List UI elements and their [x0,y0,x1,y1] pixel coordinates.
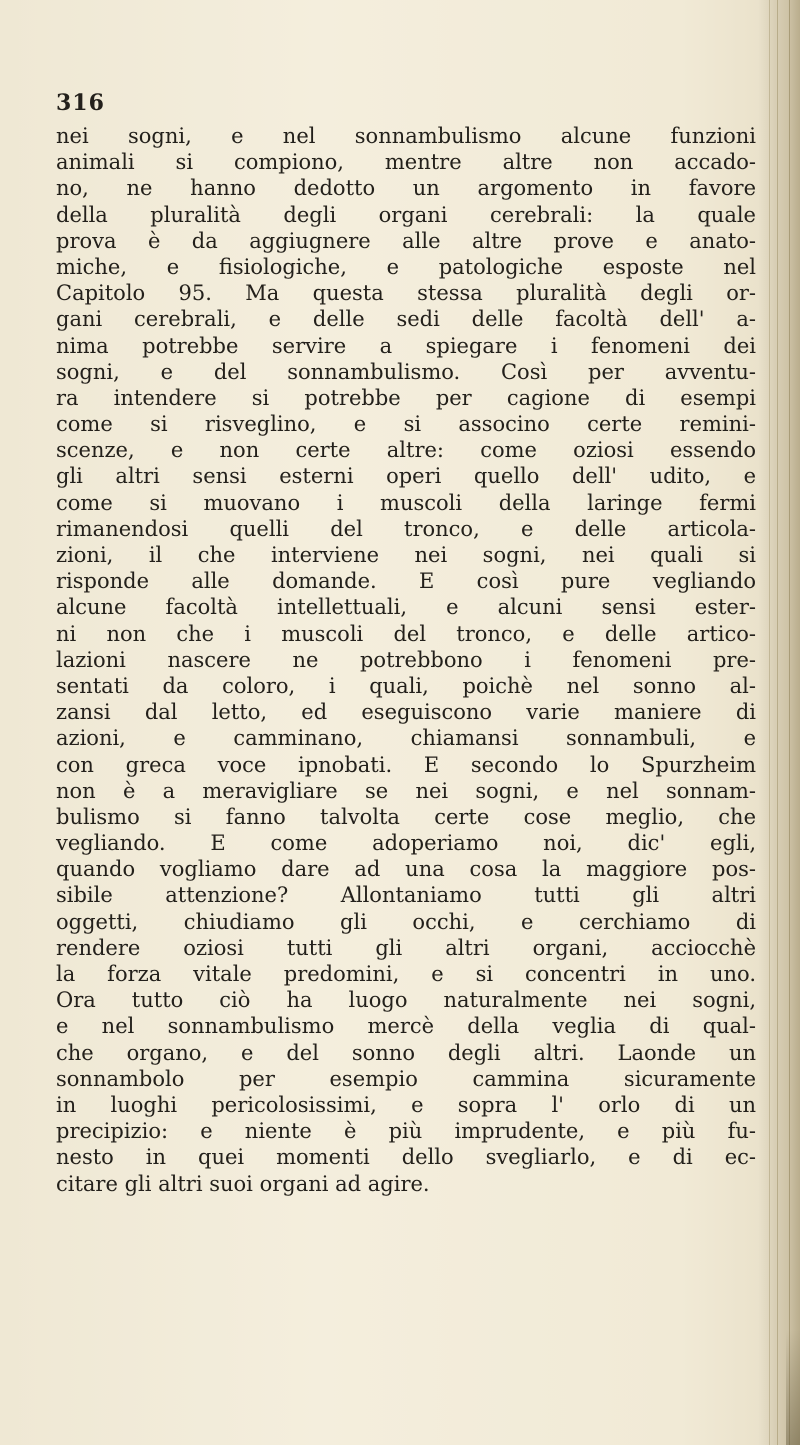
text-line: come si risveglino, e si associno certe remini- [56,412,756,437]
text-line: sentati da coloro, i quali, poichè nel sonno al- [56,673,756,698]
text-line: zansi dal letto, ed eseguiscono varie maniere di [56,700,756,725]
text-line: gli altri sensi esterni operi quello dell' udito, e [56,464,756,489]
text-line: rendere oziosi tutti gli altri organi, acciocchè [56,935,756,960]
text-line: oggetti, chiudiamo gli occhi, e cerchiamo di [56,909,756,934]
text-line: quando vogliamo dare ad una cosa la maggiore pos- [56,857,756,882]
page-edge-line [789,0,790,1445]
text-line: con greca voce ipnobati. E secondo lo Spurzheim [56,752,756,777]
text-line: sibile attenzione? Allontaniamo tutti gli altri [56,883,756,908]
page-edge-line [769,0,770,1445]
text-line: nei sogni, e nel sonnambulismo alcune funzioni [56,124,756,148]
text-line: gani cerebrali, e delle sedi delle facoltà dell' a- [56,307,756,332]
text-line: bulismo si fanno talvolta certe cose meglio, che [56,804,756,829]
text-line: risponde alle domande. E così pure vegliando [56,569,756,594]
text-line: ra intendere si potrebbe per cagione di esempi [56,385,756,410]
text-line: che organo, e del sonno degli altri. Laonde un [56,1040,756,1065]
text-line: come si muovano i muscoli della laringe fermi [56,490,756,515]
text-line: prova è da aggiugnere alle altre prove e anato- [56,228,756,253]
text-line: nesto in quei momenti dello svegliarlo, e di ec- [56,1145,756,1170]
text-line: precipizio: e niente è più imprudente, e più fu- [56,1119,756,1144]
text-line: alcune facoltà intellettuali, e alcuni sensi ester- [56,595,756,620]
text-line: animali si compiono, mentre altre non accado- [56,150,756,175]
text-line: azioni, e camminano, chiamansi sonnambuli, e [56,726,756,751]
text-line: rimanendosi quelli del tronco, e delle articola- [56,516,756,541]
text-line: vegliando. E come adoperiamo noi, dic' egli, [56,831,756,856]
text-line: Ora tutto ciò ha luogo naturalmente nei sogni, [56,988,756,1013]
text-line: scenze, e non certe altre: come oziosi essendo [56,438,756,463]
text-line: nima potrebbe servire a spiegare i fenomeni dei [56,333,756,358]
text-line: della pluralità degli organi cerebrali: la quale [56,202,756,227]
text-line: no, ne hanno dedotto un argomento in favore [56,176,756,201]
body-text [56,123,756,1197]
text-line: in luoghi pericolosissimi, e sopra l' orlo di un [56,1092,756,1117]
text-line: ni non che i muscoli del tronco, e delle artico- [56,621,756,646]
text-line: e nel sonnambulismo mercè della veglia di qual- [56,1014,756,1039]
text-line: Capitolo 95. Ma questa stessa pluralità degli or- [56,281,756,306]
page-edge-shadow [786,1330,800,1445]
text-line: zioni, il che interviene nei sogni, nei quali si [56,543,756,567]
text-line: la forza vitale predomini, e si concentri in uno. [56,962,756,986]
page-edge-line [777,0,778,1445]
text-line: citare gli altri suoi organi ad agire. [56,1171,430,1196]
text-line: miche, e fisiologiche, e patologiche esposte nel [56,254,756,279]
text-line: sogni, e del sonnambulismo. Così per avventu- [56,359,756,384]
text-line: lazioni nascere ne potrebbono i fenomeni pre- [56,647,756,672]
page-number: 316 [56,90,105,116]
text-line: sonnambolo per esempio cammina sicuramente [56,1066,756,1091]
page-edge [758,0,800,1445]
text-line: non è a meravigliare se nei sogni, e nel sonnam- [56,778,756,803]
